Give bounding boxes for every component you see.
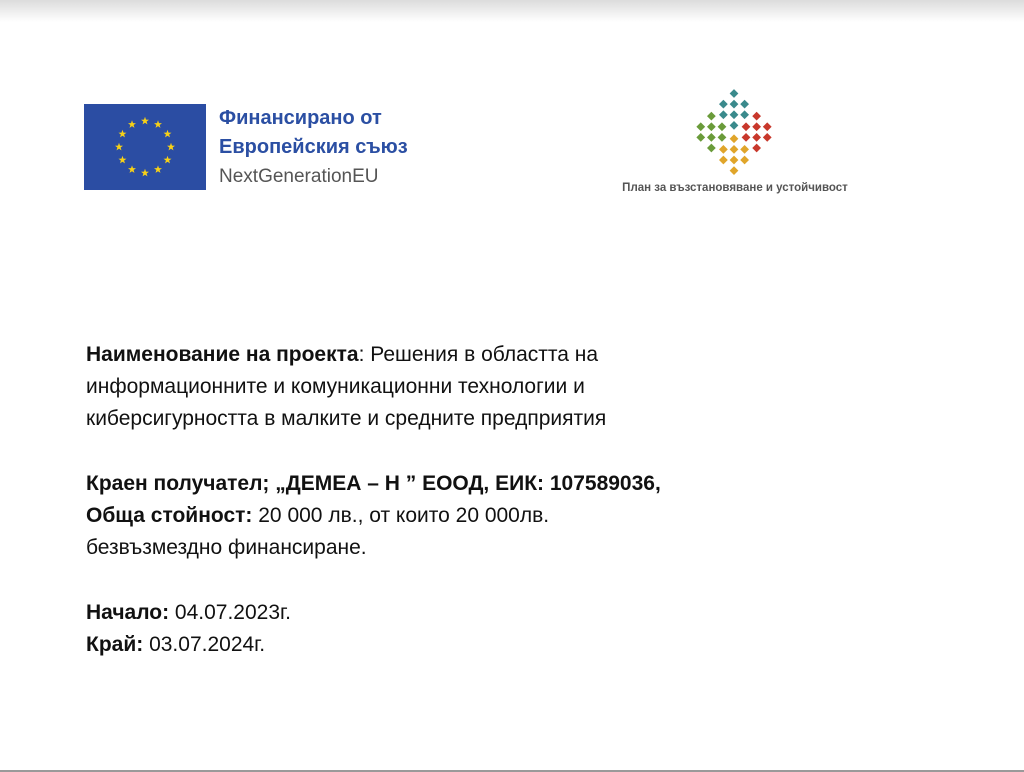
emblem-tile [730, 134, 739, 143]
emblem-tile [696, 122, 705, 131]
end-label: Край: [86, 633, 144, 656]
eu-funding-logo [84, 104, 464, 192]
emblem-tile [707, 133, 716, 142]
spacer [86, 435, 946, 468]
total-value-text: 20 000 лв., от които 20 000лв. [252, 504, 550, 527]
emblem-tile [730, 110, 739, 119]
eu-star-icon [164, 156, 172, 164]
emblem-tile [718, 133, 727, 142]
emblem-tile [740, 100, 749, 109]
emblem-tile [752, 122, 761, 131]
emblem-tile [730, 166, 739, 175]
spacer [86, 564, 946, 597]
emblem-tile [742, 122, 751, 131]
project-name-line2: информационните и комуникационни технологии и [86, 375, 585, 398]
emblem-tile [719, 110, 728, 119]
start-date: 04.07.2023г. [169, 601, 291, 624]
emblem-tile [707, 144, 716, 153]
page-top-shadow [0, 0, 1024, 22]
dates-block [86, 597, 946, 661]
emblem-tile [763, 122, 772, 131]
eu-star-icon [118, 130, 126, 138]
project-name-line3: киберсигурността в малките и средните предприятия [86, 407, 607, 430]
emblem-tile [719, 100, 728, 109]
start-label: Начало: [86, 601, 170, 624]
eu-star-icon [128, 165, 136, 173]
emblem-tile [740, 156, 749, 165]
recovery-plan-logo [580, 88, 890, 203]
eu-logo-line1: Финансирано от [219, 107, 382, 129]
recovery-plan-caption: План за възстановяване и устойчивост [622, 182, 848, 194]
emblem-tile [742, 133, 751, 142]
recovery-plan-emblem-icon [689, 88, 779, 178]
eu-logo-line2: Европейския съюз [219, 136, 408, 158]
eu-star-icon [118, 156, 126, 164]
project-name-line1: Решения в областта на [370, 343, 599, 366]
eu-logo-text [219, 104, 408, 192]
emblem-tile [730, 89, 739, 98]
eu-star-icon [167, 143, 175, 151]
emblem-tile [707, 112, 716, 121]
emblem-tile [718, 122, 727, 131]
eu-star-icon [164, 130, 172, 138]
emblem-tile [719, 145, 728, 154]
emblem-tile [719, 156, 728, 165]
eu-star-icon [141, 169, 149, 177]
funding-type: безвъзмездно финансиране. [86, 536, 367, 559]
emblem-tile [740, 145, 749, 154]
eu-star-icon [128, 120, 136, 128]
project-name-separator: : [358, 343, 371, 366]
recipient-block [86, 468, 946, 564]
emblem-tile [730, 121, 739, 130]
final-recipient: Краен получател; „ДЕМЕА – Н ” ЕООД, ЕИК: 107589036, [86, 472, 661, 495]
emblem-tile [730, 100, 739, 109]
eu-star-icon [115, 143, 123, 151]
total-value-label: Обща стойност: [86, 504, 253, 527]
project-name-block [86, 339, 946, 435]
emblem-tile [696, 133, 705, 142]
emblem-tile [740, 110, 749, 119]
emblem-tile [752, 112, 761, 121]
eu-star-icon [141, 117, 149, 125]
emblem-tile [752, 144, 761, 153]
emblem-tile [730, 145, 739, 154]
emblem-tile [763, 133, 772, 142]
eu-star-icon [154, 120, 162, 128]
eu-flag-icon [84, 104, 206, 190]
eu-star-icon [154, 165, 162, 173]
emblem-tile [752, 133, 761, 142]
emblem-tile [730, 156, 739, 165]
emblem-tile [707, 122, 716, 131]
eu-logo-line3: NextGenerationEU [219, 166, 379, 187]
end-date: 03.07.2024г. [143, 633, 266, 656]
project-info [86, 339, 946, 661]
project-name-label: Наименование на проекта [86, 343, 359, 366]
